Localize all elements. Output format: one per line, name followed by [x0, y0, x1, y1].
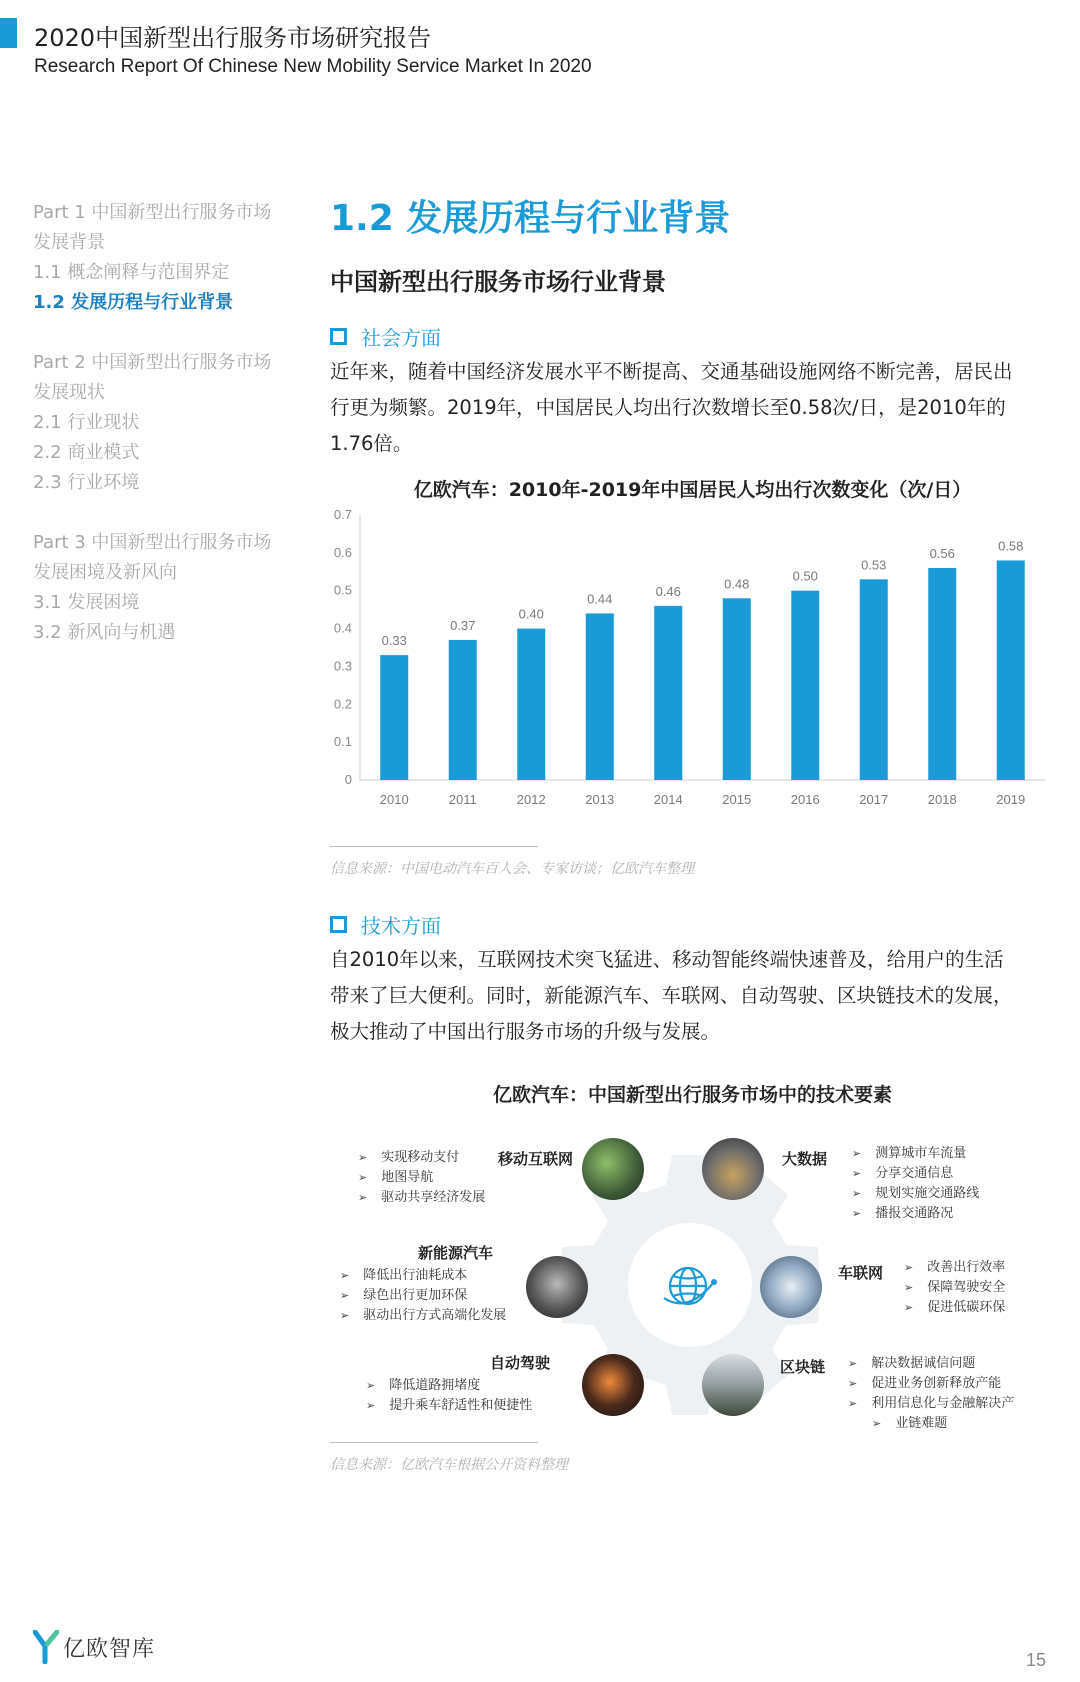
bar-value-label: 0.53 — [861, 557, 887, 573]
big-data-list — [852, 1144, 979, 1224]
toc-item[interactable]: 2.3 行业环境 — [33, 472, 140, 493]
bar — [517, 629, 545, 780]
mobile-internet-photo — [582, 1138, 644, 1200]
square-bullet-icon — [330, 916, 347, 933]
mobile-internet-list — [358, 1148, 485, 1208]
list-item: ➢ 分享交通信息 — [852, 1164, 979, 1184]
list-item: ➢ 规划实施交通路线 — [852, 1184, 979, 1204]
y-tick-label: 0.1 — [333, 734, 352, 750]
list-item: ➢ 实现移动支付 — [358, 1148, 485, 1168]
list-item: ➢ 促进低碳环保 — [904, 1298, 1005, 1318]
subsection-title: 中国新型出行服务市场行业背景 — [330, 268, 666, 296]
blockchain-photo — [702, 1354, 764, 1416]
bar — [380, 655, 408, 780]
list-item: ➢ 地图导航 — [358, 1168, 485, 1188]
source-note: 信息来源：中国电动汽车百人会、专家访谈；亿欧汽车整理 — [330, 861, 694, 877]
y-tick-label: 0.2 — [333, 696, 352, 712]
y-tick-label: 0 — [344, 772, 352, 787]
iov-list — [904, 1258, 1005, 1318]
mobile-internet-label: 移动互联网 — [498, 1150, 574, 1168]
toc-item[interactable]: 发展困境及新风向 — [33, 562, 177, 583]
list-item: ➢ 改善出行效率 — [904, 1258, 1005, 1278]
toc-item[interactable]: Part 2 中国新型出行服务市场 — [33, 352, 272, 373]
report-subtitle: Research Report Of Chinese New Mobility Service Market In 2020 — [34, 56, 592, 77]
x-tick-label: 2018 — [927, 792, 957, 807]
y-tick-label: 0.5 — [333, 582, 352, 598]
bar — [723, 598, 751, 780]
iov-label: 车联网 — [838, 1264, 884, 1282]
paragraph-line: 极大推动了中国出行服务市场的升级与发展。 — [330, 1020, 721, 1043]
blockchain-label: 区块链 — [780, 1358, 826, 1376]
x-tick-label: 2016 — [790, 792, 820, 807]
y-tick-label: 0.4 — [333, 620, 352, 636]
list-item: ➢ 利用信息化与金融解决产 — [848, 1394, 1014, 1414]
social-paragraph — [330, 354, 1055, 462]
autonomous-driving-list — [366, 1376, 532, 1416]
toc-item[interactable]: 3.1 发展困境 — [33, 592, 140, 613]
x-tick-label: 2014 — [653, 792, 683, 807]
tech-paragraph — [330, 942, 1055, 1050]
x-tick-label: 2015 — [722, 792, 752, 807]
table-of-contents — [33, 198, 303, 648]
big-data-label: 大数据 — [782, 1150, 828, 1168]
list-item: ➢ 测算城市车流量 — [852, 1144, 979, 1164]
bar-value-label: 0.48 — [724, 576, 750, 592]
list-item: ➢ 提升乘车舒适性和便捷性 — [366, 1396, 532, 1416]
bar — [997, 560, 1025, 780]
bar-value-label: 0.44 — [587, 591, 613, 607]
source-divider — [330, 846, 538, 847]
toc-item-active[interactable]: 1.2 发展历程与行业背景 — [33, 292, 234, 313]
logo-text: 亿欧智库 — [63, 1636, 156, 1662]
travel-frequency-bar-chart — [330, 505, 1055, 840]
y-tick-label: 0.3 — [333, 658, 352, 674]
toc-item[interactable]: 发展背景 — [33, 232, 105, 253]
list-item: ➢ 降低道路拥堵度 — [366, 1376, 532, 1396]
x-tick-label: 2012 — [516, 792, 546, 807]
globe-network-icon — [662, 1262, 718, 1312]
paragraph-line: 近年来，随着中国经济发展水平不断提高、交通基础设施网络不断完善，居民出 — [330, 360, 1013, 383]
tech-heading-text: 技术方面 — [361, 914, 441, 938]
x-tick-label: 2010 — [379, 792, 409, 807]
square-bullet-icon — [330, 328, 347, 345]
x-tick-label: 2019 — [996, 792, 1026, 807]
list-item: ➢ 降低出行油耗成本 — [340, 1266, 506, 1286]
bar — [860, 579, 888, 780]
bar — [791, 591, 819, 780]
list-item: ➢ 驱动出行方式高端化发展 — [340, 1306, 506, 1326]
bar-value-label: 0.58 — [998, 538, 1024, 554]
x-tick-label: 2013 — [585, 792, 615, 807]
toc-item[interactable]: Part 3 中国新型出行服务市场 — [33, 532, 272, 553]
list-item: ➢ 绿色出行更加环保 — [340, 1286, 506, 1306]
bar — [654, 606, 682, 780]
paragraph-line: 自2010年以来，互联网技术突飞猛进、移动智能终端快速普及，给用户的生活 — [330, 948, 1004, 971]
header-accent-bar — [0, 18, 17, 48]
bar-value-label: 0.56 — [929, 546, 955, 561]
big-data-photo — [702, 1138, 764, 1200]
tech-elements-diagram — [330, 1130, 1055, 1430]
list-item: ➢ 促进业务创新释放产能 — [848, 1374, 1014, 1394]
x-tick-label: 2017 — [859, 792, 889, 807]
report-title: 2020中国新型出行服务市场研究报告 — [34, 24, 432, 52]
section-title: 1.2 发展历程与行业背景 — [330, 198, 731, 239]
social-heading — [330, 322, 441, 351]
social-heading-text: 社会方面 — [361, 326, 441, 350]
x-tick-label: 2011 — [448, 792, 477, 807]
toc-item[interactable]: 2.1 行业现状 — [33, 412, 140, 433]
y-tick-label: 0.7 — [333, 507, 352, 522]
toc-item[interactable]: Part 1 中国新型出行服务市场 — [33, 202, 272, 223]
list-item: ➢ 保障驾驶安全 — [904, 1278, 1005, 1298]
paragraph-line: 带来了巨大便利。同时，新能源汽车、车联网、自动驾驶、区块链技术的发展， — [330, 984, 1013, 1007]
nev-list — [340, 1266, 506, 1326]
source-note: 信息来源：亿欧汽车根据公开资料整理 — [330, 1457, 568, 1473]
paragraph-line: 行更为频繁。2019年，中国居民人均出行次数增长至0.58次/日，是2010年的 — [330, 396, 1006, 419]
list-item: ➢ 驱动共享经济发展 — [358, 1188, 485, 1208]
autonomous-driving-label: 自动驾驶 — [490, 1354, 551, 1372]
bar-value-label: 0.33 — [381, 633, 407, 649]
nev-photo — [526, 1256, 588, 1318]
diagram-title: 亿欧汽车：中国新型出行服务市场中的技术要素 — [492, 1084, 892, 1106]
toc-item[interactable]: 3.2 新风向与机遇 — [33, 622, 176, 643]
bar-value-label: 0.40 — [518, 606, 544, 622]
toc-item[interactable]: 2.2 商业模式 — [33, 442, 140, 463]
page-number: 15 — [1025, 1650, 1046, 1670]
bar-value-label: 0.50 — [792, 568, 818, 584]
toc-item[interactable]: 1.1 概念阐释与范围界定 — [33, 262, 230, 283]
paragraph-line: 1.76倍。 — [330, 432, 413, 455]
toc-item[interactable]: 发展现状 — [33, 382, 105, 403]
list-item-continuation: ➢ 业链难题 — [848, 1414, 1014, 1434]
yiou-logo — [33, 1630, 155, 1664]
bar — [928, 568, 956, 780]
bar-value-label: 0.46 — [655, 583, 681, 599]
blockchain-list — [848, 1354, 1014, 1434]
yiou-logo-icon — [33, 1630, 59, 1664]
iov-photo — [760, 1256, 822, 1318]
bar — [586, 613, 614, 780]
bar — [449, 640, 477, 780]
list-item: ➢ 解决数据诚信问题 — [848, 1354, 1014, 1374]
tech-heading — [330, 910, 441, 939]
chart-title: 亿欧汽车：2010年-2019年中国居民人均出行次数变化（次/日） — [413, 479, 972, 501]
autonomous-driving-photo — [582, 1354, 644, 1416]
nev-label: 新能源汽车 — [418, 1244, 494, 1262]
y-tick-label: 0.6 — [333, 544, 352, 560]
bar-value-label: 0.37 — [450, 617, 476, 633]
list-item: ➢ 播报交通路况 — [852, 1204, 979, 1224]
source-divider — [330, 1442, 538, 1443]
